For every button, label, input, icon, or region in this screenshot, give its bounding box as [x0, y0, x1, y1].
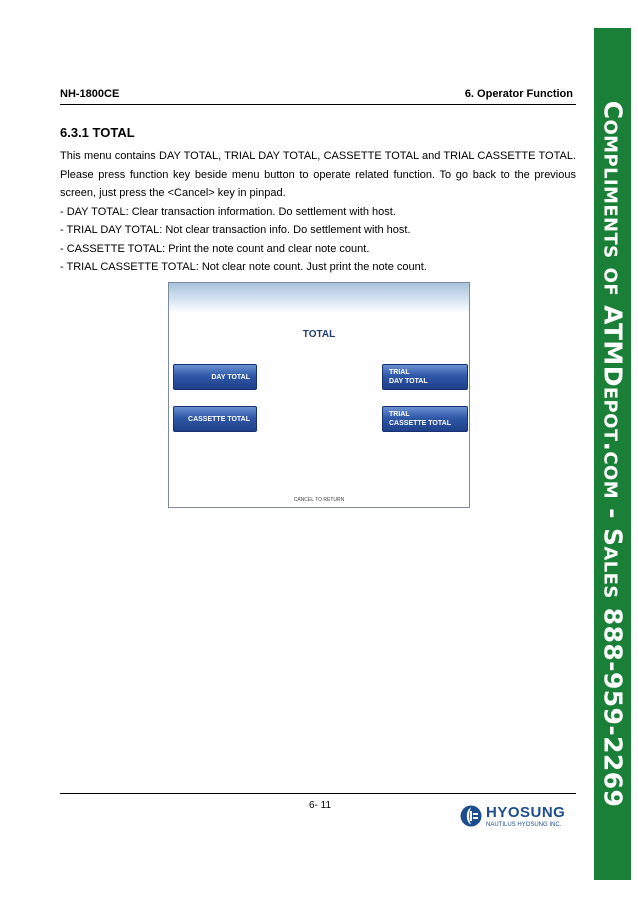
screen-footer: CANCEL TO RETURN [293, 497, 345, 503]
day-total-button[interactable] [173, 364, 257, 390]
cassette-total-label: CASSETTE TOTAL [188, 415, 250, 423]
footer-rule [60, 793, 576, 794]
header-model: NH-1800CE [60, 88, 120, 100]
logo-name: HYOSUNG [486, 804, 566, 821]
list-item-trial-day-total: - TRIAL DAY TOTAL: Not clear transaction info. Do settlement with host. [60, 224, 411, 236]
list-item-trial-cassette-total: - TRIAL CASSETTE TOTAL: Not clear note count. Just print the note count. [60, 261, 427, 273]
logo-subtitle: NAUTILUS HYOSUNG INC. [486, 822, 562, 828]
hyosung-logo [460, 803, 575, 833]
list-item-cassette-total: - CASSETTE TOTAL: Print the note count and clear note count. [60, 242, 370, 255]
side-banner-text: Compliments of ATMDepot.com - Sales 888-959-2269 [598, 100, 627, 808]
section-body [60, 147, 576, 277]
cassette-total-button[interactable] [173, 406, 257, 432]
trial-day-total-button[interactable] [382, 364, 468, 390]
side-banner [594, 28, 631, 880]
screen-title: TOTAL [302, 329, 336, 340]
trial-day-total-label-line2: DAY TOTAL [389, 378, 428, 385]
day-total-label: DAY TOTAL [211, 373, 250, 381]
trial-cassette-total-label-line1: TRIAL [389, 411, 410, 418]
trial-cassette-total-label-line2: CASSETTE TOTAL [389, 420, 451, 427]
hyosung-logo-icon [460, 805, 482, 827]
screen-header-band [169, 283, 469, 313]
trial-day-total-label-line1: TRIAL [389, 369, 410, 376]
header-chapter: 6. Operator Function [464, 88, 573, 100]
header-rule [60, 104, 576, 105]
section-paragraph: This menu contains DAY TOTAL, TRIAL DAY TOTAL, CASSETTE TOTAL and TRIAL CASSETTE TOTAL. Please press function key beside menu button to operate related function. To go back to the previous screen, just press the <Cancel> key in pinpad. [60, 150, 576, 199]
trial-cassette-total-button[interactable] [382, 406, 468, 432]
list-item-day-total: - DAY TOTAL: Clear transaction information. Do settlement with host. [60, 205, 396, 218]
section-title: 6.3.1 TOTAL [60, 125, 135, 140]
page-number: 6- 11 [308, 800, 332, 811]
atm-screen-figure [168, 282, 470, 508]
